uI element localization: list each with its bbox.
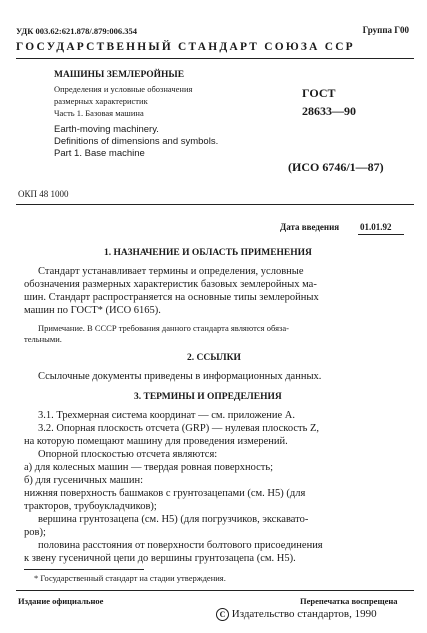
section-3-line-9: вершина грунтозацепа (см. H5) (для погрузчиков, экскавато- <box>38 514 309 525</box>
group-code: Группа Г00 <box>362 25 409 35</box>
section-3-line-5: а) для колесных машин — твердая ровная поверхность; <box>24 462 274 473</box>
section-3-line-12: к звену гусеничной цепи до вершины грунтозацепа (см. H5). <box>24 553 296 564</box>
section-1-line-2: обозначения размерных характеристик базовых землеройных ма- <box>24 279 317 290</box>
english-title-line-2: Definitions of dimensions and symbols. <box>54 136 219 147</box>
section-2-text: Ссылочные документы приведены в информационных данных. <box>38 371 322 382</box>
date-label: Дата введения <box>280 222 340 232</box>
section-3-line-7: нижняя поверхность башмаков с грунтозацепами (см. H5) (для <box>24 488 306 499</box>
section-3-line-6: б) для гусеничных машин: <box>24 475 144 486</box>
official-edition-label: Издание официальное <box>18 596 104 606</box>
section-3-line-10: ров); <box>24 527 46 538</box>
footnote: * Государственный стандарт на стадии утверждения. <box>34 573 226 583</box>
reprint-prohibited-label: Перепечатка воспрещена <box>300 596 398 606</box>
section-3-line-8: тракторов, трубоукладчиков); <box>24 501 157 512</box>
okp-code: ОКП 48 1000 <box>18 189 69 199</box>
english-title-line-3: Part 1. Base machine <box>54 148 145 159</box>
section-1-line-3: шин. Стандарт распространяется на основные типы землеройных <box>24 292 319 303</box>
standard-title: ГОСУДАРСТВЕННЫЙ СТАНДАРТ СОЮЗА ССР <box>16 41 355 53</box>
section-1-note-line-2: тельными. <box>24 334 62 344</box>
section-1-heading: 1. НАЗНАЧЕНИЕ И ОБЛАСТЬ ПРИМЕНЕНИЯ <box>104 248 312 258</box>
section-1-note-line-1: Примечание. В СССР требования данного стандарта являются обяза- <box>38 323 289 333</box>
section-3-line-1: 3.1. Трехмерная система координат — см. приложение А. <box>38 410 296 421</box>
udk-code: УДК 003.62:621.878/.879:006.354 <box>16 26 138 36</box>
subtitle-line-1: Определения и условные обозначения <box>54 84 193 94</box>
section-1-line-4: машин по ГОСТ* (ИСО 6165). <box>24 305 161 316</box>
section-1-line-1: Стандарт устанавливает термины и определения, условные <box>38 266 304 277</box>
section-3-line-3: на которую помещают машину для проведения измерений. <box>24 436 288 447</box>
copyright-icon: С <box>216 608 229 621</box>
header-rule <box>16 58 414 59</box>
section-3-line-2: 3.2. Опорная плоскость отсчета (GRP) — нулевая плоскость Z, <box>38 423 320 434</box>
english-title-line-1: Earth-moving machinery. <box>54 124 159 135</box>
date-value: 01.01.92 <box>360 222 392 232</box>
copyright-line <box>216 608 377 621</box>
iso-reference: (ИСО 6746/1—87) <box>288 160 384 174</box>
section-3-line-11: половина расстояния от поверхности болтового присоединения <box>38 540 323 551</box>
subtitle-line-2: размерных характеристик <box>54 96 148 106</box>
okp-rule <box>16 204 414 205</box>
footer-rule <box>16 590 414 591</box>
section-3-line-4: Опорной плоскостью отсчета являются: <box>38 449 218 460</box>
gost-number: 28633—90 <box>302 104 356 118</box>
subtitle-line-3: Часть 1. Базовая машина <box>54 108 144 118</box>
document-title: МАШИНЫ ЗЕМЛЕРОЙНЫЕ <box>54 70 185 80</box>
section-3-heading: 3. ТЕРМИНЫ И ОПРЕДЕЛЕНИЯ <box>134 392 282 402</box>
publisher-text: Издательство стандартов, 1990 <box>231 608 377 621</box>
section-2-heading: 2. ССЫЛКИ <box>187 353 241 363</box>
footnote-rule <box>24 569 144 570</box>
date-underline <box>358 234 404 235</box>
gost-label: ГОСТ <box>302 86 336 100</box>
